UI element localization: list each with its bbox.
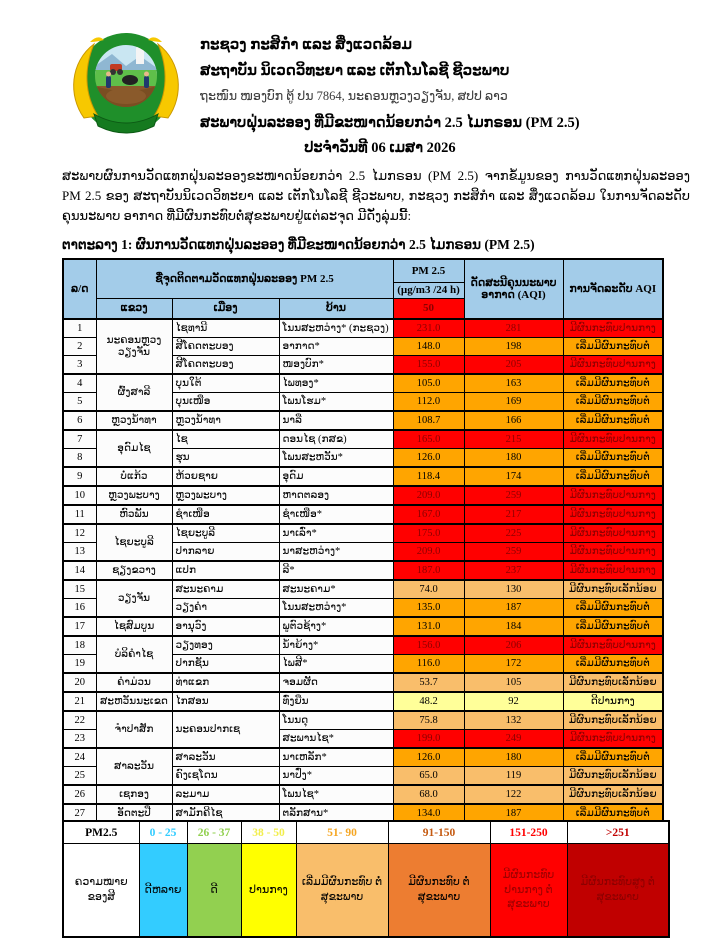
- aqi-rating-cell: ມີຜົນກະທົບປານກາງ: [563, 356, 663, 375]
- pm25-value-cell: 74.0: [393, 580, 464, 599]
- village-cell: ດອນໄຊ (ກສຂ): [279, 430, 393, 449]
- aqi-rating-cell: ມີຜົນກະທົບປານກາງ: [563, 561, 663, 580]
- legend-meaning: ມີຜົນກະທົບ ຕໍ່ສຸຂະພາບ: [388, 844, 490, 938]
- aqi-rating-cell: ເລີ່ມມີຜົນກະທົບຕໍ່: [563, 393, 663, 412]
- row-number: 3: [63, 356, 96, 375]
- pm25-value-cell: 165.0: [393, 430, 464, 449]
- aqi-value-cell: 180: [464, 449, 563, 468]
- province-cell: ຈຳປາສັກ: [96, 711, 172, 748]
- village-cell: ໂພນໄຊ*: [279, 785, 393, 804]
- aqi-value-cell: 119: [464, 767, 563, 786]
- aqi-value-cell: 225: [464, 524, 563, 543]
- table-row: [63, 505, 663, 524]
- village-cell: ໂນນສະຫວ່າງ* (ກະຊວງ): [279, 319, 393, 338]
- village-cell: ໄພສີ*: [279, 655, 393, 674]
- province-cell: ອັດຕະປື: [96, 804, 172, 823]
- pm25-value-cell: 199.0: [393, 730, 464, 749]
- village-cell: ນາລື: [279, 411, 393, 430]
- row-number: 2: [63, 338, 96, 356]
- aqi-rating-cell: ມີຜົນກະທົບປານກາງ: [563, 636, 663, 655]
- aqi-value-cell: 169: [464, 393, 563, 412]
- address-line: ຖະໜົນ ໜອງບົກ ຕູ້ ປນ 7864, ນະຄອນຫຼວງວຽງຈັນ, ສປປ ລາວ: [200, 88, 508, 103]
- table-row: [63, 561, 663, 580]
- province-cell: ອຸດົມໄຊ: [96, 430, 172, 467]
- row-number: 27: [63, 804, 96, 823]
- col-header-village: ບ້ານ: [279, 299, 393, 320]
- aqi-value-cell: 237: [464, 561, 563, 580]
- aqi-value-cell: 206: [464, 636, 563, 655]
- province-cell: ຜົ້ງສາລີ: [96, 374, 172, 411]
- row-number: 19: [63, 655, 96, 674]
- aqi-value-cell: 259: [464, 543, 563, 562]
- village-cell: ໂນນສະຫວ່າງ*: [279, 599, 393, 618]
- table-row: [63, 430, 663, 449]
- table-row: [63, 319, 663, 338]
- row-number: 22: [63, 711, 96, 730]
- village-cell: ຈອມຜັດ: [279, 673, 393, 692]
- district-cell: ບຸນເໜືອ: [172, 393, 279, 412]
- district-cell: ບຸນໃຕ້: [172, 374, 279, 393]
- province-cell: ສາລະວັນ: [96, 748, 172, 785]
- pm25-value-cell: 187.0: [393, 561, 464, 580]
- aqi-value-cell: 130: [464, 580, 563, 599]
- village-cell: ໂພນສະຫວັນ*: [279, 449, 393, 468]
- aqi-rating-cell: ເລີ່ມມີຜົນກະທົບຕໍ່: [563, 338, 663, 356]
- village-cell: ນາສະຫວ່າງ*: [279, 543, 393, 562]
- pm25-value-cell: 231.0: [393, 319, 464, 338]
- aqi-rating-cell: ມີຜົນກະທົບເລັກນ້ອຍ: [563, 767, 663, 786]
- aqi-value-cell: 281: [464, 319, 563, 338]
- legend-meaning: ເລີ່ມມີຜົນກະທົບ ຕໍ່ສຸຂະພາບ: [296, 844, 388, 938]
- row-number: 10: [63, 486, 96, 505]
- village-cell: ນາປົ່ງ*: [279, 767, 393, 786]
- pm25-value-cell: 108.7: [393, 411, 464, 430]
- village-cell: ນ້ຳຍ້າງ*: [279, 636, 393, 655]
- legend-meaning-row: [63, 844, 669, 938]
- row-number: 7: [63, 430, 96, 449]
- district-cell: ຊຳເໜືອ: [172, 505, 279, 524]
- row-number: 4: [63, 374, 96, 393]
- col-header-aqi: ດັດສະນີຄຸນນະພາບ ອາກາດ (AQI): [464, 259, 563, 319]
- legend-range: 26 - 37: [187, 821, 241, 844]
- legend-meaning: ດີຫລາຍ: [139, 844, 187, 938]
- aqi-rating-cell: ດີປານກາງ: [563, 692, 663, 711]
- province-cell: ເຊກອງ: [96, 785, 172, 804]
- row-number: 9: [63, 467, 96, 486]
- pm25-value-cell: 156.0: [393, 636, 464, 655]
- row-number: 21: [63, 692, 96, 711]
- province-cell: ຫຼວງພະບາງ: [96, 486, 172, 505]
- aqi-value-cell: 259: [464, 486, 563, 505]
- pm25-value-cell: 75.8: [393, 711, 464, 730]
- province-cell: ບໍ່ແກ້ວ: [96, 467, 172, 486]
- row-number: 15: [63, 580, 96, 599]
- institute-name: ສະຖາບັນ ນິເວດວິທະຍາ ແລະ ເຕັກໂນໂລຊີ ຊີວະພາບ: [200, 62, 510, 79]
- aqi-value-cell: 187: [464, 804, 563, 823]
- aqi-color-legend: [62, 820, 670, 938]
- row-number: 16: [63, 599, 96, 618]
- aqi-rating-cell: ມີຜົນກະທົບເລັກນ້ອຍ: [563, 673, 663, 692]
- row-number: 23: [63, 730, 96, 749]
- pm25-value-cell: 105.0: [393, 374, 464, 393]
- aqi-value-cell: 217: [464, 505, 563, 524]
- aqi-value-cell: 174: [464, 467, 563, 486]
- district-cell: ໄຊ: [172, 430, 279, 449]
- pm25-value-cell: 118.4: [393, 467, 464, 486]
- legend-pm25-label: PM2.5: [63, 821, 139, 844]
- legend-range: 51- 90: [296, 821, 388, 844]
- table-row: [63, 692, 663, 711]
- row-number: 17: [63, 617, 96, 636]
- aqi-value-cell: 187: [464, 599, 563, 618]
- aqi-value-cell: 184: [464, 617, 563, 636]
- village-cell: ໂພນໂຮມ*: [279, 393, 393, 412]
- row-number: 13: [63, 543, 96, 562]
- village-cell: ອຸດົມ: [279, 467, 393, 486]
- aqi-rating-cell: ມີຜົນກະທົບເລັກນ້ອຍ: [563, 711, 663, 730]
- district-cell: ສາລະວັນ: [172, 748, 279, 767]
- village-cell: ຫາດຕລອງ: [279, 486, 393, 505]
- aqi-rating-cell: ເລີ່ມມີຜົນກະທົບຕໍ່: [563, 374, 663, 393]
- province-cell: ໄຊສົມບູນ: [96, 617, 172, 636]
- legend-range: 0 - 25: [139, 821, 187, 844]
- legend-meaning: ມີຜົນກະທົບ ປານກາງ ຕໍ່ສຸຂະພາບ: [490, 844, 567, 938]
- aqi-value-cell: 249: [464, 730, 563, 749]
- col-header-station-group: ຊື່ຈຸດຕິດຕາມວັດແທກຝຸ່ນລະອອງ PM 2.5: [96, 259, 393, 299]
- legend-meaning: ປານກາງ: [241, 844, 296, 938]
- village-cell: ພູຕົວຊ້າງ*: [279, 617, 393, 636]
- aqi-rating-cell: ມີຜົນກະທົບປານກາງ: [563, 543, 663, 562]
- intro-paragraph: ສະພາບຜົນການວັດແທກຝຸ່ນລະອອງຂະໜາດນ້ອຍກວ່າ 2.5 ໄມກຣອນ (PM 2.5) ຈາກຂໍ້ມູນຂອງ ການວັດແທກຝຸ່ນລະອອງ PM 2.5 ຂອງ ສະຖາບັນນິເວດວິທະຍາ ແລະ ເຕັກໂນໂລຊີ ຊີວະພາບ, ກະຊວງ ກະສິກຳ ແລະ ສິ່ງແວດລ້ອມ ໃນການຈັດລະດັບຄຸນນະພາບ ອາກາດ ທີ່ມີຜົນກະທົບຕໍ່ສຸຂະພາບຢູ່ແຕ່ລະຈຸດ ມີດັ່ງລຸ່ມນີ້:: [62, 168, 690, 224]
- aqi-rating-cell: ມີຜົນກະທົບປານກາງ: [563, 524, 663, 543]
- district-cell: ສີໂຄດຕະບອງ: [172, 356, 279, 375]
- col-header-pm25: PM 2.5: [393, 259, 464, 283]
- aqi-rating-cell: ມີຜົນກະທົບປານກາງ: [563, 730, 663, 749]
- report-title: ສະພາບຝຸ່ນລະອອງ ທີ່ມີຂະໜາດນ້ອຍກວ່າ 2.5 ໄມກຣອນ (PM 2.5): [200, 114, 580, 131]
- district-cell: ໄກສອນ: [172, 692, 279, 711]
- aqi-value-cell: 180: [464, 748, 563, 767]
- district-cell: ຫຼວງພະບາງ: [172, 486, 279, 505]
- pm25-value-cell: 65.0: [393, 767, 464, 786]
- table-row: [63, 785, 663, 804]
- district-cell: ແປກ: [172, 561, 279, 580]
- village-cell: ຕລັກສານ*: [279, 804, 393, 823]
- aqi-rating-cell: ມີຜົນກະທົບເລັກນ້ອຍ: [563, 785, 663, 804]
- aqi-value-cell: 166: [464, 411, 563, 430]
- aqi-rating-cell: ເລີ່ມມີຜົນກະທົບຕໍ່: [563, 748, 663, 767]
- table-row: [63, 580, 663, 599]
- legend-meaning: ດີ: [187, 844, 241, 938]
- province-cell: ໄຊຍະບູລີ: [96, 524, 172, 561]
- aqi-value-cell: 172: [464, 655, 563, 674]
- table-caption: ຕາຕະລາງ 1: ຜົນການວັດແທກຝຸ່ນລະອອງ ທີ່ມີຂະໜາດນ້ອຍກວ່າ 2.5 ໄມກຣອນ (PM 2.5): [62, 237, 535, 252]
- table-row: [63, 486, 663, 505]
- legend-meaning-label: ຄວາມໝາຍ ຂອງສີ: [63, 844, 139, 938]
- aqi-rating-cell: ເລີ່ມມີຜົນກະທົບຕໍ່: [563, 467, 663, 486]
- province-cell: ຫຼວງນ້ຳທາ: [96, 411, 172, 430]
- pm25-value-cell: 175.0: [393, 524, 464, 543]
- district-cell: ນະຄອນປາກເຊ: [172, 711, 279, 748]
- col-header-province: ແຂວງ: [96, 299, 172, 320]
- pm25-limit-value: 50: [393, 299, 464, 320]
- table-row: [63, 711, 663, 730]
- pm25-value-cell: 134.0: [393, 804, 464, 823]
- province-cell: ຄຳມ່ວນ: [96, 673, 172, 692]
- aqi-value-cell: 205: [464, 356, 563, 375]
- province-cell: ນະຄອນຫຼວງວຽງຈັນ: [96, 319, 172, 374]
- aqi-value-cell: 105: [464, 673, 563, 692]
- province-cell: ບໍລິຄຳໄຊ: [96, 636, 172, 673]
- village-cell: ອາກາດ*: [279, 338, 393, 356]
- village-cell: ຊຳເໜືອ*: [279, 505, 393, 524]
- pm25-value-cell: 53.7: [393, 673, 464, 692]
- village-cell: ລີ*: [279, 561, 393, 580]
- aqi-rating-cell: ມີຜົນກະທົບປານກາງ: [563, 430, 663, 449]
- district-cell: ວຽງທອງ: [172, 636, 279, 655]
- aqi-rating-cell: ເລີ່ມມີຜົນກະທົບຕໍ່: [563, 655, 663, 674]
- aqi-rating-cell: ເລີ່ມມີຜົນກະທົບຕໍ່: [563, 804, 663, 823]
- aqi-rating-cell: ເລີ່ມມີຜົນກະທົບຕໍ່: [563, 617, 663, 636]
- row-number: 18: [63, 636, 96, 655]
- pm25-table: [62, 258, 664, 824]
- table-row: [63, 467, 663, 486]
- pm25-table-body: [63, 319, 663, 823]
- village-cell: ນາເຫລັກ*: [279, 748, 393, 767]
- row-number: 8: [63, 449, 96, 468]
- row-number: 6: [63, 411, 96, 430]
- row-number: 26: [63, 785, 96, 804]
- village-cell: ໜອງບົກ*: [279, 356, 393, 375]
- district-cell: ຮຸນ: [172, 449, 279, 468]
- village-cell: ໂນນດຸ: [279, 711, 393, 730]
- table-row: [63, 636, 663, 655]
- district-cell: ໄຊຍະບູລີ: [172, 524, 279, 543]
- col-header-pm25-unit: (µg/m3 /24 h): [393, 283, 464, 299]
- col-header-rating: ການຈັດລະດັບ AQI: [563, 259, 663, 319]
- table-row: [63, 748, 663, 767]
- aqi-rating-cell: ເລີ່ມມີຜົນກະທົບຕໍ່: [563, 449, 663, 468]
- table-row: [63, 524, 663, 543]
- province-cell: ຊຽງຂວາງ: [96, 561, 172, 580]
- district-cell: ລະມາມ: [172, 785, 279, 804]
- row-number: 14: [63, 561, 96, 580]
- province-cell: ສະຫວັນນະເຂດ: [96, 692, 172, 711]
- district-cell: ທ່າແຂກ: [172, 673, 279, 692]
- aqi-value-cell: 198: [464, 338, 563, 356]
- row-number: 11: [63, 505, 96, 524]
- row-number: 20: [63, 673, 96, 692]
- legend-range: 91-150: [388, 821, 490, 844]
- district-cell: ຫ້ວຍຊາຍ: [172, 467, 279, 486]
- province-cell: ຫົວພັນ: [96, 505, 172, 524]
- legend-range-row: [63, 821, 669, 844]
- legend-meaning: ມີຜົນກະທົບສູງ ຕໍ່ສຸຂະພາບ: [567, 844, 669, 938]
- district-cell: ຫຼວງນ້ຳທາ: [172, 411, 279, 430]
- district-cell: ອານຸວົງ: [172, 617, 279, 636]
- village-cell: ນາເລົ່າ*: [279, 524, 393, 543]
- village-cell: ໄພທອງ*: [279, 374, 393, 393]
- pm25-value-cell: 131.0: [393, 617, 464, 636]
- aqi-rating-cell: ມີຜົນກະທົບປານກາງ: [563, 319, 663, 338]
- col-header-district: ເມືອງ: [172, 299, 279, 320]
- row-number: 5: [63, 393, 96, 412]
- table-row: [63, 374, 663, 393]
- aqi-value-cell: 122: [464, 785, 563, 804]
- col-header-no: ລ/ດ: [63, 259, 96, 319]
- aqi-value-cell: 92: [464, 692, 563, 711]
- ministry-name: ກະຊວງ ກະສິກຳ ແລະ ສິ່ງແວດລ້ອມ: [200, 37, 413, 53]
- pm25-value-cell: 135.0: [393, 599, 464, 618]
- pm25-value-cell: 126.0: [393, 748, 464, 767]
- aqi-rating-cell: ມີຜົນກະທົບປານກາງ: [563, 486, 663, 505]
- pm25-value-cell: 68.0: [393, 785, 464, 804]
- aqi-value-cell: 163: [464, 374, 563, 393]
- row-number: 12: [63, 524, 96, 543]
- aqi-value-cell: 215: [464, 430, 563, 449]
- aqi-rating-cell: ເລີ່ມມີຜົນກະທົບຕໍ່: [563, 599, 663, 618]
- aqi-rating-cell: ເລີ່ມມີຜົນກະທົບຕໍ່: [563, 411, 663, 430]
- district-cell: ສາມັກຄີໄຊ: [172, 804, 279, 823]
- table-row: [63, 411, 663, 430]
- pm25-value-cell: 112.0: [393, 393, 464, 412]
- pm25-value-cell: 209.0: [393, 543, 464, 562]
- legend-range: >251: [567, 821, 669, 844]
- document-header: [200, 36, 670, 157]
- ministry-emblem-logo: [60, 28, 192, 144]
- report-date: ປະຈຳວັນທີ 06 ເມສາ 2026: [304, 139, 456, 156]
- aqi-rating-cell: ມີຜົນກະທົບປານກາງ: [563, 505, 663, 524]
- district-cell: ວຽງຄຳ: [172, 599, 279, 618]
- pm25-value-cell: 167.0: [393, 505, 464, 524]
- village-cell: ທົ່ງຍືນ: [279, 692, 393, 711]
- aqi-rating-cell: ມີຜົນກະທົບເລັກນ້ອຍ: [563, 580, 663, 599]
- pm25-value-cell: 209.0: [393, 486, 464, 505]
- legend-range: 151-250: [490, 821, 567, 844]
- table-row: [63, 673, 663, 692]
- legend-range: 38 - 50: [241, 821, 296, 844]
- district-cell: ສີໂຄດຕະບອງ: [172, 338, 279, 356]
- district-cell: ປາກຊັນ: [172, 655, 279, 674]
- pm25-value-cell: 155.0: [393, 356, 464, 375]
- district-cell: ຄົງເຊໂດນ: [172, 767, 279, 786]
- pm25-value-cell: 116.0: [393, 655, 464, 674]
- province-cell: ວຽງຈັນ: [96, 580, 172, 617]
- district-cell: ປາກລາຍ: [172, 543, 279, 562]
- row-number: 25: [63, 767, 96, 786]
- pm25-value-cell: 148.0: [393, 338, 464, 356]
- village-cell: ສະພານໄຊ*: [279, 730, 393, 749]
- district-cell: ໄຊທານີ: [172, 319, 279, 338]
- table-row: [63, 617, 663, 636]
- aqi-value-cell: 132: [464, 711, 563, 730]
- district-cell: ສະນະຄາມ: [172, 580, 279, 599]
- village-cell: ສະນະຄາມ*: [279, 580, 393, 599]
- row-number: 1: [63, 319, 96, 338]
- pm25-value-cell: 126.0: [393, 449, 464, 468]
- row-number: 24: [63, 748, 96, 767]
- pm25-value-cell: 48.2: [393, 692, 464, 711]
